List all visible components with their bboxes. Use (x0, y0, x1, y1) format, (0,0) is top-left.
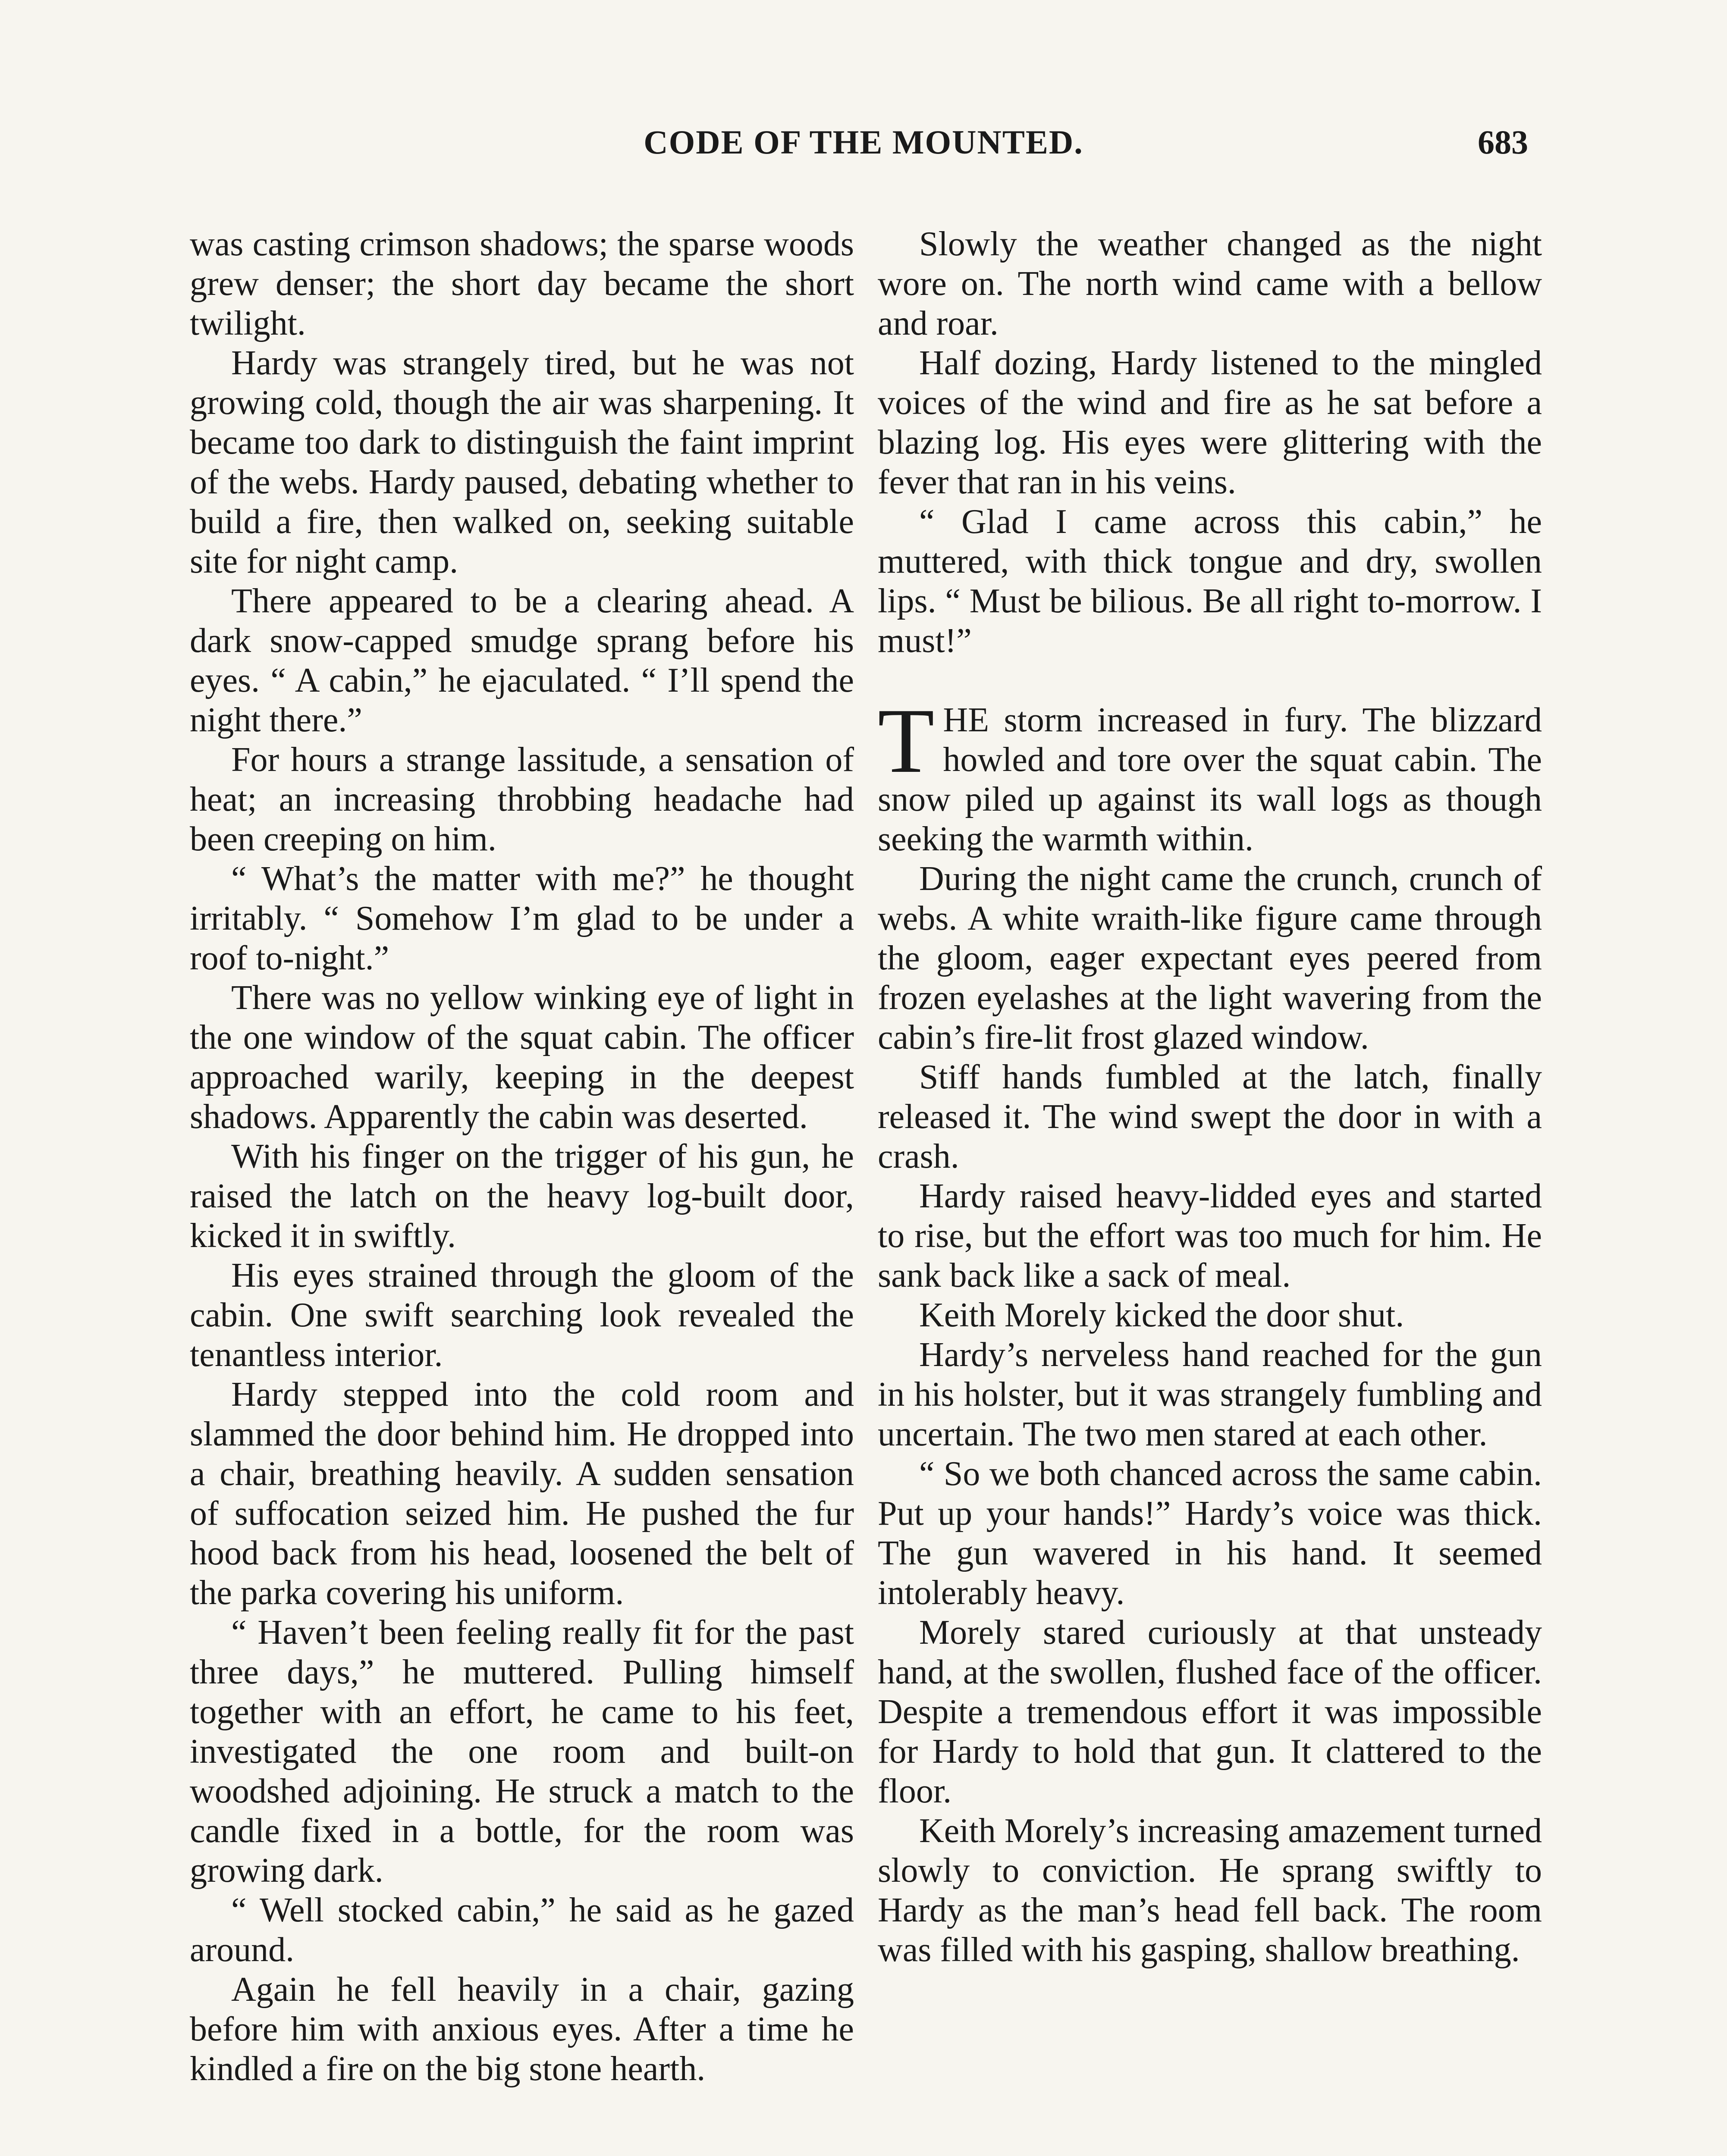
paragraph: Hardy stepped into the cold room and slammed the door behind him. He dropped into a chair, breathing heavily. A sudden sensation of suffocation seized him. He pushed the fur hood back from his head, loosened the belt of the parka covering his uniform. (190, 1376, 854, 1612)
paragraph: Hardy was strangely tired, but he was not growing cold, though the air was sharpening. It became too dark to distinguish the faint imprint of the webs. Hardy paused, debating whether to build a fire, then walked on, seeking suitable site for night camp. (190, 344, 854, 580)
section-opening-paragraph (878, 689, 1542, 859)
paragraph: Again he fell heavily in a chair, gazing before him with anxious eyes. After a time he kindled a fire on the big stone hearth. (190, 1971, 854, 2088)
paragraph: was casting crimson shadows; the sparse woods grew denser; the short day became the short twilight. (190, 225, 854, 342)
paragraph: With his finger on the trigger of his gun, he raised the latch on the heavy log-built door, kicked it in swiftly. (190, 1138, 854, 1255)
paragraph: Keith Morely kicked the door shut. (919, 1296, 1404, 1334)
paragraph: During the night came the crunch, crunch of webs. A white wraith-like figure came through the gloom, eager expectant eyes peered from frozen eyelashes at the light wavering from the cabin’s fire-lit frost glazed window. (878, 860, 1542, 1056)
paragraph: “ Well stocked cabin,” he said as he gazed around. (190, 1891, 854, 1969)
right-column (878, 224, 1542, 1970)
paragraph: For hours a strange lassitude, a sensation of heat; an increasing throbbing headache had been creeping on him. (190, 741, 854, 858)
paragraph: Half dozing, Hardy listened to the mingled voices of the wind and fire as he sat before a blazing log. His eyes were glittering with the fever that ran in his veins. (878, 344, 1542, 501)
paragraph: There appeared to be a clearing ahead. A dark snow-capped smudge sprang before his eyes. “ A cabin,” he ejaculated. “ I’ll spend the night there.” (190, 582, 854, 739)
running-title: CODE OF THE MOUNTED. (644, 123, 1083, 161)
paragraph: “ So we both chanced across the same cabin. Put up your hands!” Hardy’s voice was thick. The gun wavered in his hand. It seemed intolerably heavy. (878, 1455, 1542, 1612)
paragraph: “ Glad I came across this cabin,” he muttered, with thick tongue and dry, swollen lips. “ Must be bilious. Be all right to-morrow. I must!” (878, 503, 1542, 660)
lead-text: storm increased in fury. The blizzard howled and tore over the squat cabin. The snow piled up against its wall logs as though seeking the warmth within. (878, 701, 1542, 858)
paragraph: “ Haven’t been feeling really fit for the past three days,” he muttered. Pulling himself together with an effort, he came to his feet, investigated the one room and built-on woodshed adjoining. He struck a match to the candle fixed in a bottle, for the room was growing dark. (190, 1614, 854, 1890)
paragraph: There was no yellow winking eye of light in the one window of the squat cabin. The officer approached warily, keeping in the deepest shadows. Apparently the cabin was deserted. (190, 979, 854, 1136)
page-number: 683 (1478, 123, 1528, 161)
drop-cap: T (878, 689, 935, 792)
paragraph: Keith Morely’s increasing amazement turned slowly to conviction. He sprang swiftly to Hardy as the man’s head fell back. The room was filled with his gasping, shallow breathing. (878, 1812, 1542, 1969)
paragraph: His eyes strained through the gloom of the cabin. One swift searching look revealed the tenantless interior. (190, 1257, 854, 1374)
paragraph: “ What’s the matter with me?” he thought irritably. “ Somehow I’m glad to be under a roof to-night.” (190, 860, 854, 977)
paragraph: Stiff hands fumbled at the latch, finally released it. The wind swept the door in with a crash. (878, 1058, 1542, 1175)
paragraph: Hardy raised heavy-lidded eyes and started to rise, but the effort was too much for him. He sank back like a sack of meal. (878, 1177, 1542, 1294)
lead-caps: HE (943, 701, 989, 739)
paragraph: Morely stared curiously at that unsteady hand, at the swollen, flushed face of the officer. Despite a tremendous effort it was impossible for Hardy to hold that gun. It clattered to the floor. (878, 1614, 1542, 1810)
paragraph: Hardy’s nerveless hand reached for the gun in his holster, but it was strangely fumbling and uncertain. The two men stared at each other. (878, 1336, 1542, 1453)
left-column (190, 224, 854, 2089)
paragraph: Slowly the weather changed as the night wore on. The north wind came with a bellow and roar. (878, 225, 1542, 342)
